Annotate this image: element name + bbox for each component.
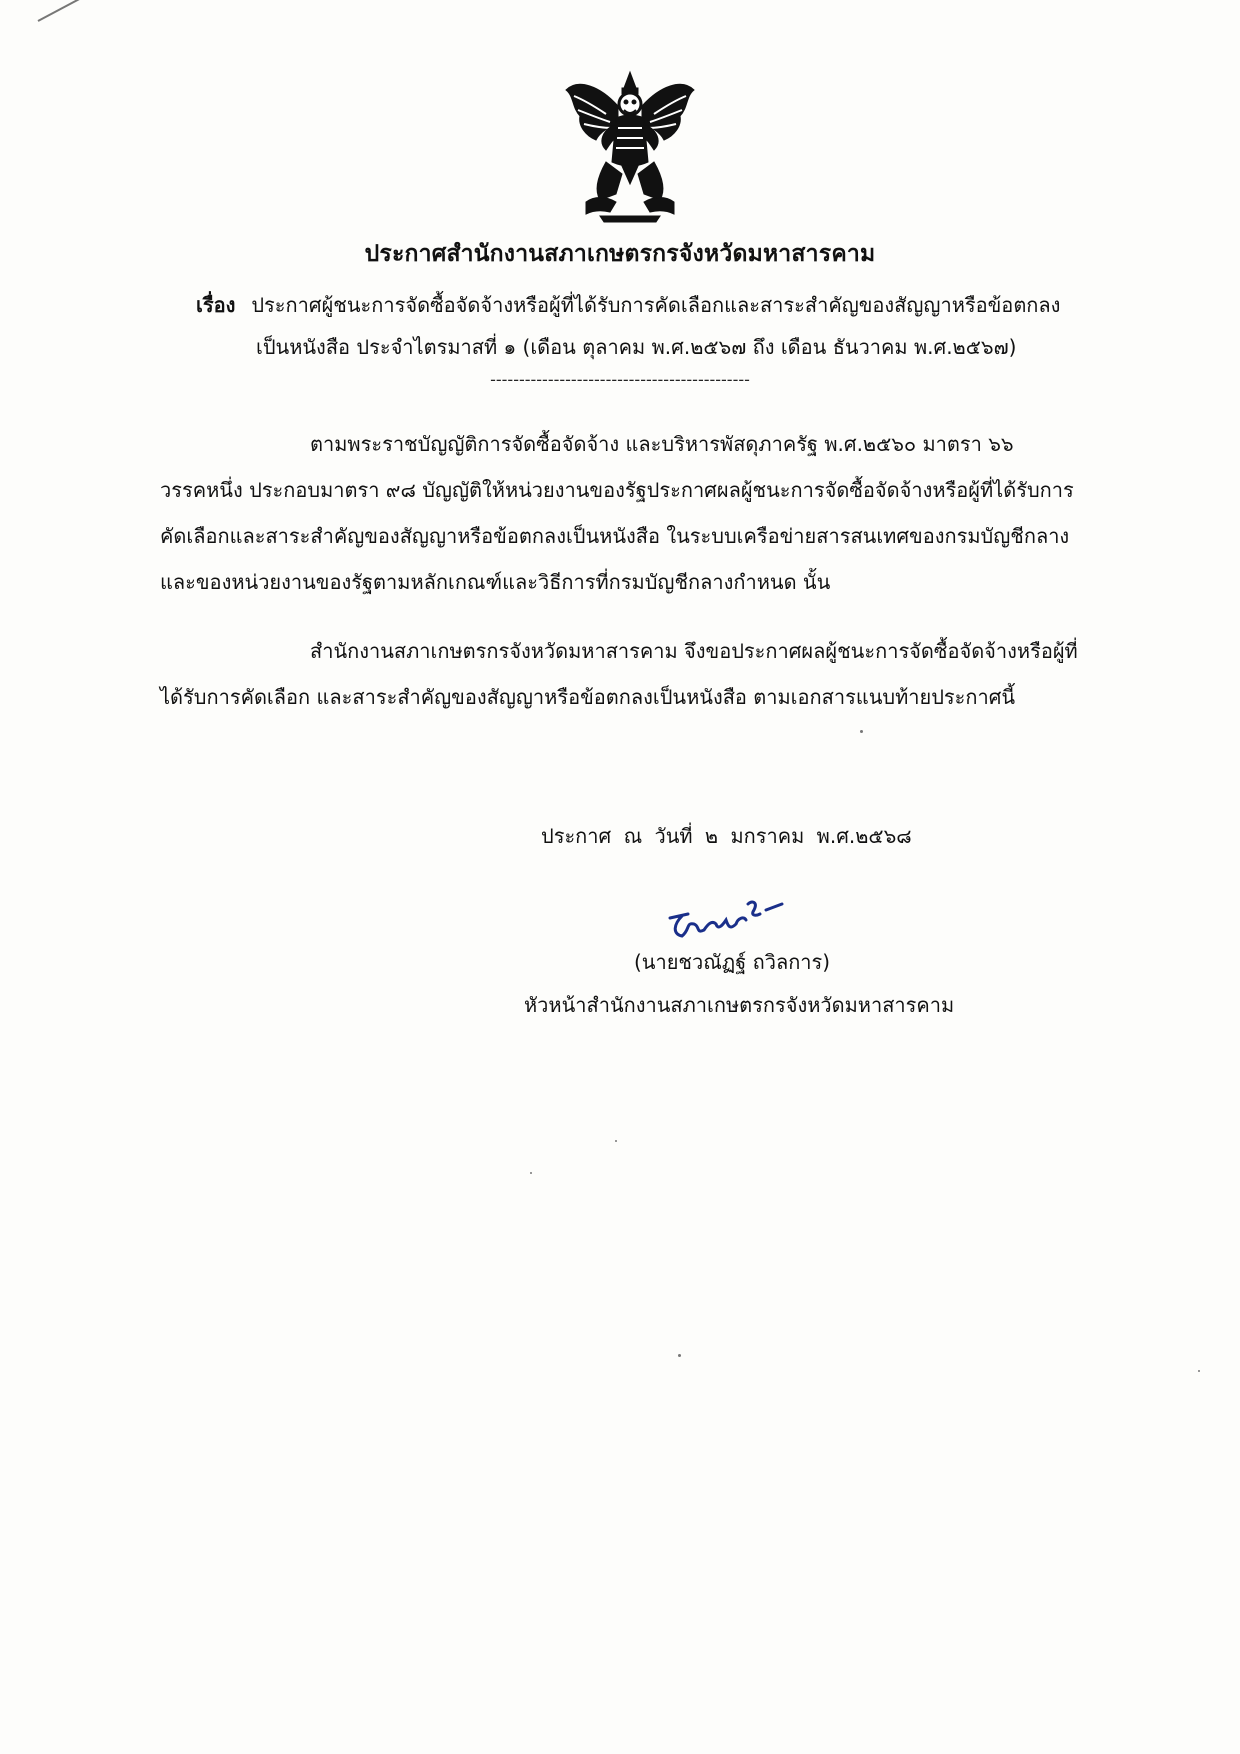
subject-label: เรื่อง [196,293,236,317]
signer-name: (นายชวณัฏฐ์ ถวิลการ) [634,950,831,974]
subject-text-1: ประกาศผู้ชนะการจัดซื้อจัดจ้างหรือผู้ที่ได้รับการคัดเลือกและสาระสำคัญของสัญญาหรือข้อตกลง [251,293,1061,317]
scan-speck [860,730,863,733]
announcement-date: ประกาศ ณ วันที่ ๒ มกราคม พ.ศ.๒๕๖๘ [541,824,912,848]
scan-speck [1198,1370,1200,1372]
paragraph1-line: วรรคหนึ่ง ประกอบมาตรา ๙๘ บัญญัติให้หน่วยงานของรัฐประกาศผลผู้ชนะการจัดซื้อจัดจ้างหรือผู้ที่ได้รับการ [160,478,1074,502]
announcement-title: ประกาศสำนักงานสภาเกษตรกรจังหวัดมหาสารคาม [364,241,876,267]
subject-line-1 [196,289,1060,321]
garuda-emblem-icon [560,66,700,226]
scan-speck [678,1354,681,1357]
handwritten-signature [664,890,794,950]
subject-line-2: เป็นหนังสือ ประจำไตรมาสที่ ๑ (เดือน ตุลาคม พ.ศ.๒๕๖๗ ถึง เดือน ธันวาคม พ.ศ.๒๕๖๗) [256,335,1017,359]
paragraph2-line: ได้รับการคัดเลือก และสาระสำคัญของสัญญาหรือข้อตกลงเป็นหนังสือ ตามเอกสารแนบท้ายประกาศนี้ [160,685,1016,709]
separator-line: --------------------------------------------- [490,370,750,389]
paragraph1-line: คัดเลือกและสาระสำคัญของสัญญาหรือข้อตกลงเป็นหนังสือ ในระบบเครือข่ายสารสนเทศของกรมบัญชีกลาง [160,524,1070,548]
paragraph1-line: ตามพระราชบัญญัติการจัดซื้อจัดจ้าง และบริหารพัสดุภาครัฐ พ.ศ.๒๕๖๐ มาตรา ๖๖ [310,432,1014,456]
scan-mark [38,0,85,22]
scan-speck [530,1172,532,1174]
paragraph1-line: และของหน่วยงานของรัฐตามหลักเกณฑ์และวิธีการที่กรมบัญชีกลางกำหนด นั้น [160,570,831,594]
signer-position: หัวหน้าสำนักงานสภาเกษตรกรจังหวัดมหาสารคาม [524,993,955,1017]
scan-speck [615,1140,617,1142]
paragraph2-line: สำนักงานสภาเกษตรกรจังหวัดมหาสารคาม จึงขอประกาศผลผู้ชนะการจัดซื้อจัดจ้างหรือผู้ที่ [310,639,1078,663]
